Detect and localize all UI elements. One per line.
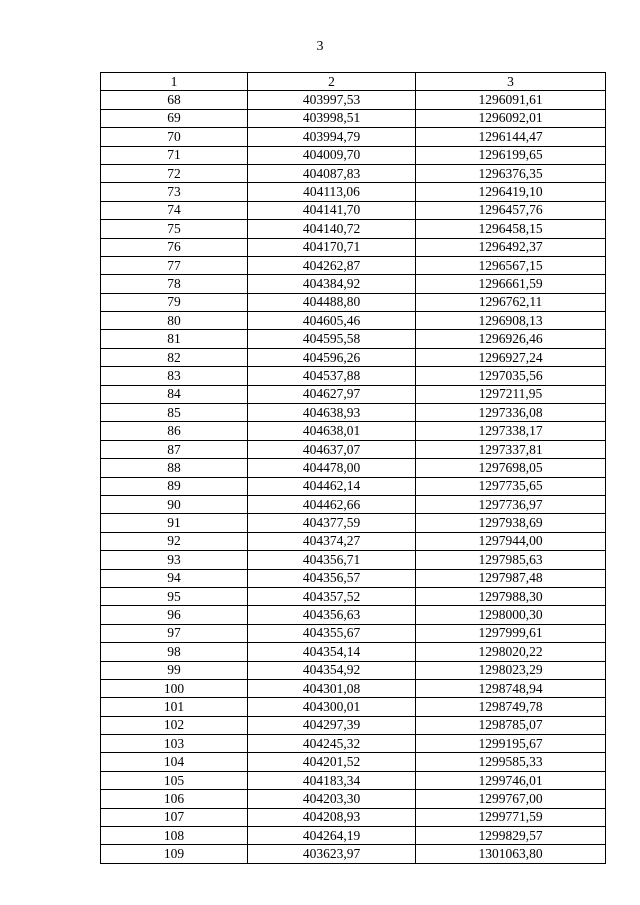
table-row bbox=[101, 551, 606, 569]
point-number-cell: 68 bbox=[101, 91, 248, 109]
table-row bbox=[101, 514, 606, 532]
x-coordinate-cell: 403994,79 bbox=[248, 128, 416, 146]
table-row bbox=[101, 275, 606, 293]
x-coordinate-cell: 404627,97 bbox=[248, 385, 416, 403]
x-coordinate-cell: 404262,87 bbox=[248, 256, 416, 274]
point-number-cell: 87 bbox=[101, 440, 248, 458]
point-number-cell: 95 bbox=[101, 587, 248, 605]
point-number-cell: 89 bbox=[101, 477, 248, 495]
table-row bbox=[101, 404, 606, 422]
y-coordinate-cell: 1296376,35 bbox=[416, 164, 606, 182]
point-number-cell: 83 bbox=[101, 367, 248, 385]
table-row bbox=[101, 330, 606, 348]
y-coordinate-cell: 1297698,05 bbox=[416, 459, 606, 477]
table-row bbox=[101, 606, 606, 624]
point-number-cell: 96 bbox=[101, 606, 248, 624]
table-row bbox=[101, 643, 606, 661]
y-coordinate-cell: 1299829,57 bbox=[416, 827, 606, 845]
table-row bbox=[101, 367, 606, 385]
x-coordinate-cell: 404595,58 bbox=[248, 330, 416, 348]
point-number-cell: 73 bbox=[101, 183, 248, 201]
y-coordinate-cell: 1296457,76 bbox=[416, 201, 606, 219]
y-coordinate-cell: 1298748,94 bbox=[416, 679, 606, 697]
y-coordinate-cell: 1297944,00 bbox=[416, 532, 606, 550]
x-coordinate-cell: 404140,72 bbox=[248, 220, 416, 238]
point-number-cell: 88 bbox=[101, 459, 248, 477]
y-coordinate-cell: 1297735,65 bbox=[416, 477, 606, 495]
y-coordinate-cell: 1297736,97 bbox=[416, 495, 606, 513]
x-coordinate-cell: 404374,27 bbox=[248, 532, 416, 550]
point-number-cell: 102 bbox=[101, 716, 248, 734]
point-number-cell: 93 bbox=[101, 551, 248, 569]
x-coordinate-cell: 404537,88 bbox=[248, 367, 416, 385]
coordinates-table bbox=[100, 72, 606, 864]
y-coordinate-cell: 1298023,29 bbox=[416, 661, 606, 679]
table-row bbox=[101, 477, 606, 495]
table-row bbox=[101, 495, 606, 513]
x-coordinate-cell: 404638,01 bbox=[248, 422, 416, 440]
x-coordinate-cell: 404357,52 bbox=[248, 587, 416, 605]
table-row bbox=[101, 422, 606, 440]
table-row bbox=[101, 312, 606, 330]
point-number-cell: 74 bbox=[101, 201, 248, 219]
table-row bbox=[101, 698, 606, 716]
y-coordinate-cell: 1299767,00 bbox=[416, 790, 606, 808]
x-coordinate-cell: 404201,52 bbox=[248, 753, 416, 771]
y-coordinate-cell: 1298000,30 bbox=[416, 606, 606, 624]
point-number-cell: 91 bbox=[101, 514, 248, 532]
table-row bbox=[101, 569, 606, 587]
point-number-cell: 84 bbox=[101, 385, 248, 403]
x-coordinate-cell: 404355,67 bbox=[248, 624, 416, 642]
table-row bbox=[101, 385, 606, 403]
y-coordinate-cell: 1299585,33 bbox=[416, 753, 606, 771]
table-row bbox=[101, 146, 606, 164]
y-coordinate-cell: 1297035,56 bbox=[416, 367, 606, 385]
y-coordinate-cell: 1296762,11 bbox=[416, 293, 606, 311]
column-header: 3 bbox=[416, 73, 606, 91]
y-coordinate-cell: 1297987,48 bbox=[416, 569, 606, 587]
y-coordinate-cell: 1299771,59 bbox=[416, 808, 606, 826]
y-coordinate-cell: 1297985,63 bbox=[416, 551, 606, 569]
x-coordinate-cell: 404356,57 bbox=[248, 569, 416, 587]
x-coordinate-cell: 404488,80 bbox=[248, 293, 416, 311]
point-number-cell: 90 bbox=[101, 495, 248, 513]
y-coordinate-cell: 1296661,59 bbox=[416, 275, 606, 293]
point-number-cell: 103 bbox=[101, 735, 248, 753]
table-row bbox=[101, 753, 606, 771]
y-coordinate-cell: 1297999,61 bbox=[416, 624, 606, 642]
point-number-cell: 85 bbox=[101, 404, 248, 422]
x-coordinate-cell: 404301,08 bbox=[248, 679, 416, 697]
point-number-cell: 70 bbox=[101, 128, 248, 146]
y-coordinate-cell: 1297988,30 bbox=[416, 587, 606, 605]
x-coordinate-cell: 404300,01 bbox=[248, 698, 416, 716]
table-row bbox=[101, 459, 606, 477]
y-coordinate-cell: 1296908,13 bbox=[416, 312, 606, 330]
point-number-cell: 97 bbox=[101, 624, 248, 642]
x-coordinate-cell: 403623,97 bbox=[248, 845, 416, 863]
point-number-cell: 98 bbox=[101, 643, 248, 661]
x-coordinate-cell: 404377,59 bbox=[248, 514, 416, 532]
y-coordinate-cell: 1296567,15 bbox=[416, 256, 606, 274]
table-row bbox=[101, 128, 606, 146]
point-number-cell: 109 bbox=[101, 845, 248, 863]
x-coordinate-cell: 404462,14 bbox=[248, 477, 416, 495]
x-coordinate-cell: 404170,71 bbox=[248, 238, 416, 256]
x-coordinate-cell: 403997,53 bbox=[248, 91, 416, 109]
point-number-cell: 80 bbox=[101, 312, 248, 330]
table-row bbox=[101, 91, 606, 109]
y-coordinate-cell: 1297938,69 bbox=[416, 514, 606, 532]
y-coordinate-cell: 1296199,65 bbox=[416, 146, 606, 164]
point-number-cell: 86 bbox=[101, 422, 248, 440]
point-number-cell: 99 bbox=[101, 661, 248, 679]
table-header-row bbox=[101, 73, 606, 91]
y-coordinate-cell: 1299746,01 bbox=[416, 771, 606, 789]
point-number-cell: 77 bbox=[101, 256, 248, 274]
x-coordinate-cell: 404208,93 bbox=[248, 808, 416, 826]
x-coordinate-cell: 404596,26 bbox=[248, 348, 416, 366]
x-coordinate-cell: 404354,14 bbox=[248, 643, 416, 661]
x-coordinate-cell: 404638,93 bbox=[248, 404, 416, 422]
x-coordinate-cell: 404384,92 bbox=[248, 275, 416, 293]
x-coordinate-cell: 404203,30 bbox=[248, 790, 416, 808]
point-number-cell: 108 bbox=[101, 827, 248, 845]
table-body bbox=[101, 91, 606, 863]
table-row bbox=[101, 808, 606, 826]
table-row bbox=[101, 679, 606, 697]
table-row bbox=[101, 716, 606, 734]
table-row bbox=[101, 624, 606, 642]
point-number-cell: 81 bbox=[101, 330, 248, 348]
y-coordinate-cell: 1296492,37 bbox=[416, 238, 606, 256]
x-coordinate-cell: 404354,92 bbox=[248, 661, 416, 679]
x-coordinate-cell: 404245,32 bbox=[248, 735, 416, 753]
y-coordinate-cell: 1298785,07 bbox=[416, 716, 606, 734]
point-number-cell: 75 bbox=[101, 220, 248, 238]
table-row bbox=[101, 790, 606, 808]
y-coordinate-cell: 1296144,47 bbox=[416, 128, 606, 146]
point-number-cell: 82 bbox=[101, 348, 248, 366]
x-coordinate-cell: 404356,71 bbox=[248, 551, 416, 569]
x-coordinate-cell: 404087,83 bbox=[248, 164, 416, 182]
table-row bbox=[101, 661, 606, 679]
point-number-cell: 92 bbox=[101, 532, 248, 550]
table-row bbox=[101, 348, 606, 366]
table-row bbox=[101, 256, 606, 274]
point-number-cell: 71 bbox=[101, 146, 248, 164]
x-coordinate-cell: 404478,00 bbox=[248, 459, 416, 477]
point-number-cell: 105 bbox=[101, 771, 248, 789]
y-coordinate-cell: 1297337,81 bbox=[416, 440, 606, 458]
point-number-cell: 69 bbox=[101, 109, 248, 127]
x-coordinate-cell: 404113,06 bbox=[248, 183, 416, 201]
table-row bbox=[101, 293, 606, 311]
table-row bbox=[101, 164, 606, 182]
table-row bbox=[101, 109, 606, 127]
x-coordinate-cell: 404264,19 bbox=[248, 827, 416, 845]
y-coordinate-cell: 1301063,80 bbox=[416, 845, 606, 863]
y-coordinate-cell: 1296092,01 bbox=[416, 109, 606, 127]
point-number-cell: 106 bbox=[101, 790, 248, 808]
y-coordinate-cell: 1296927,24 bbox=[416, 348, 606, 366]
y-coordinate-cell: 1296091,61 bbox=[416, 91, 606, 109]
table-row bbox=[101, 771, 606, 789]
x-coordinate-cell: 404637,07 bbox=[248, 440, 416, 458]
y-coordinate-cell: 1297211,95 bbox=[416, 385, 606, 403]
point-number-cell: 104 bbox=[101, 753, 248, 771]
y-coordinate-cell: 1296926,46 bbox=[416, 330, 606, 348]
point-number-cell: 78 bbox=[101, 275, 248, 293]
y-coordinate-cell: 1298020,22 bbox=[416, 643, 606, 661]
x-coordinate-cell: 404605,46 bbox=[248, 312, 416, 330]
table-row bbox=[101, 587, 606, 605]
x-coordinate-cell: 404183,34 bbox=[248, 771, 416, 789]
y-coordinate-cell: 1297336,08 bbox=[416, 404, 606, 422]
point-number-cell: 100 bbox=[101, 679, 248, 697]
table-row bbox=[101, 183, 606, 201]
point-number-cell: 76 bbox=[101, 238, 248, 256]
table-row bbox=[101, 827, 606, 845]
y-coordinate-cell: 1297338,17 bbox=[416, 422, 606, 440]
x-coordinate-cell: 404009,70 bbox=[248, 146, 416, 164]
point-number-cell: 94 bbox=[101, 569, 248, 587]
column-header: 2 bbox=[248, 73, 416, 91]
point-number-cell: 72 bbox=[101, 164, 248, 182]
column-header: 1 bbox=[101, 73, 248, 91]
x-coordinate-cell: 404297,39 bbox=[248, 716, 416, 734]
y-coordinate-cell: 1298749,78 bbox=[416, 698, 606, 716]
x-coordinate-cell: 404356,63 bbox=[248, 606, 416, 624]
table-row bbox=[101, 532, 606, 550]
point-number-cell: 107 bbox=[101, 808, 248, 826]
table-row bbox=[101, 201, 606, 219]
y-coordinate-cell: 1296458,15 bbox=[416, 220, 606, 238]
table-row bbox=[101, 220, 606, 238]
point-number-cell: 79 bbox=[101, 293, 248, 311]
table-row bbox=[101, 845, 606, 863]
table-row bbox=[101, 440, 606, 458]
x-coordinate-cell: 404462,66 bbox=[248, 495, 416, 513]
point-number-cell: 101 bbox=[101, 698, 248, 716]
x-coordinate-cell: 403998,51 bbox=[248, 109, 416, 127]
table-row bbox=[101, 238, 606, 256]
y-coordinate-cell: 1296419,10 bbox=[416, 183, 606, 201]
table-row bbox=[101, 735, 606, 753]
x-coordinate-cell: 404141,70 bbox=[248, 201, 416, 219]
page-number: 3 bbox=[316, 39, 324, 54]
y-coordinate-cell: 1299195,67 bbox=[416, 735, 606, 753]
